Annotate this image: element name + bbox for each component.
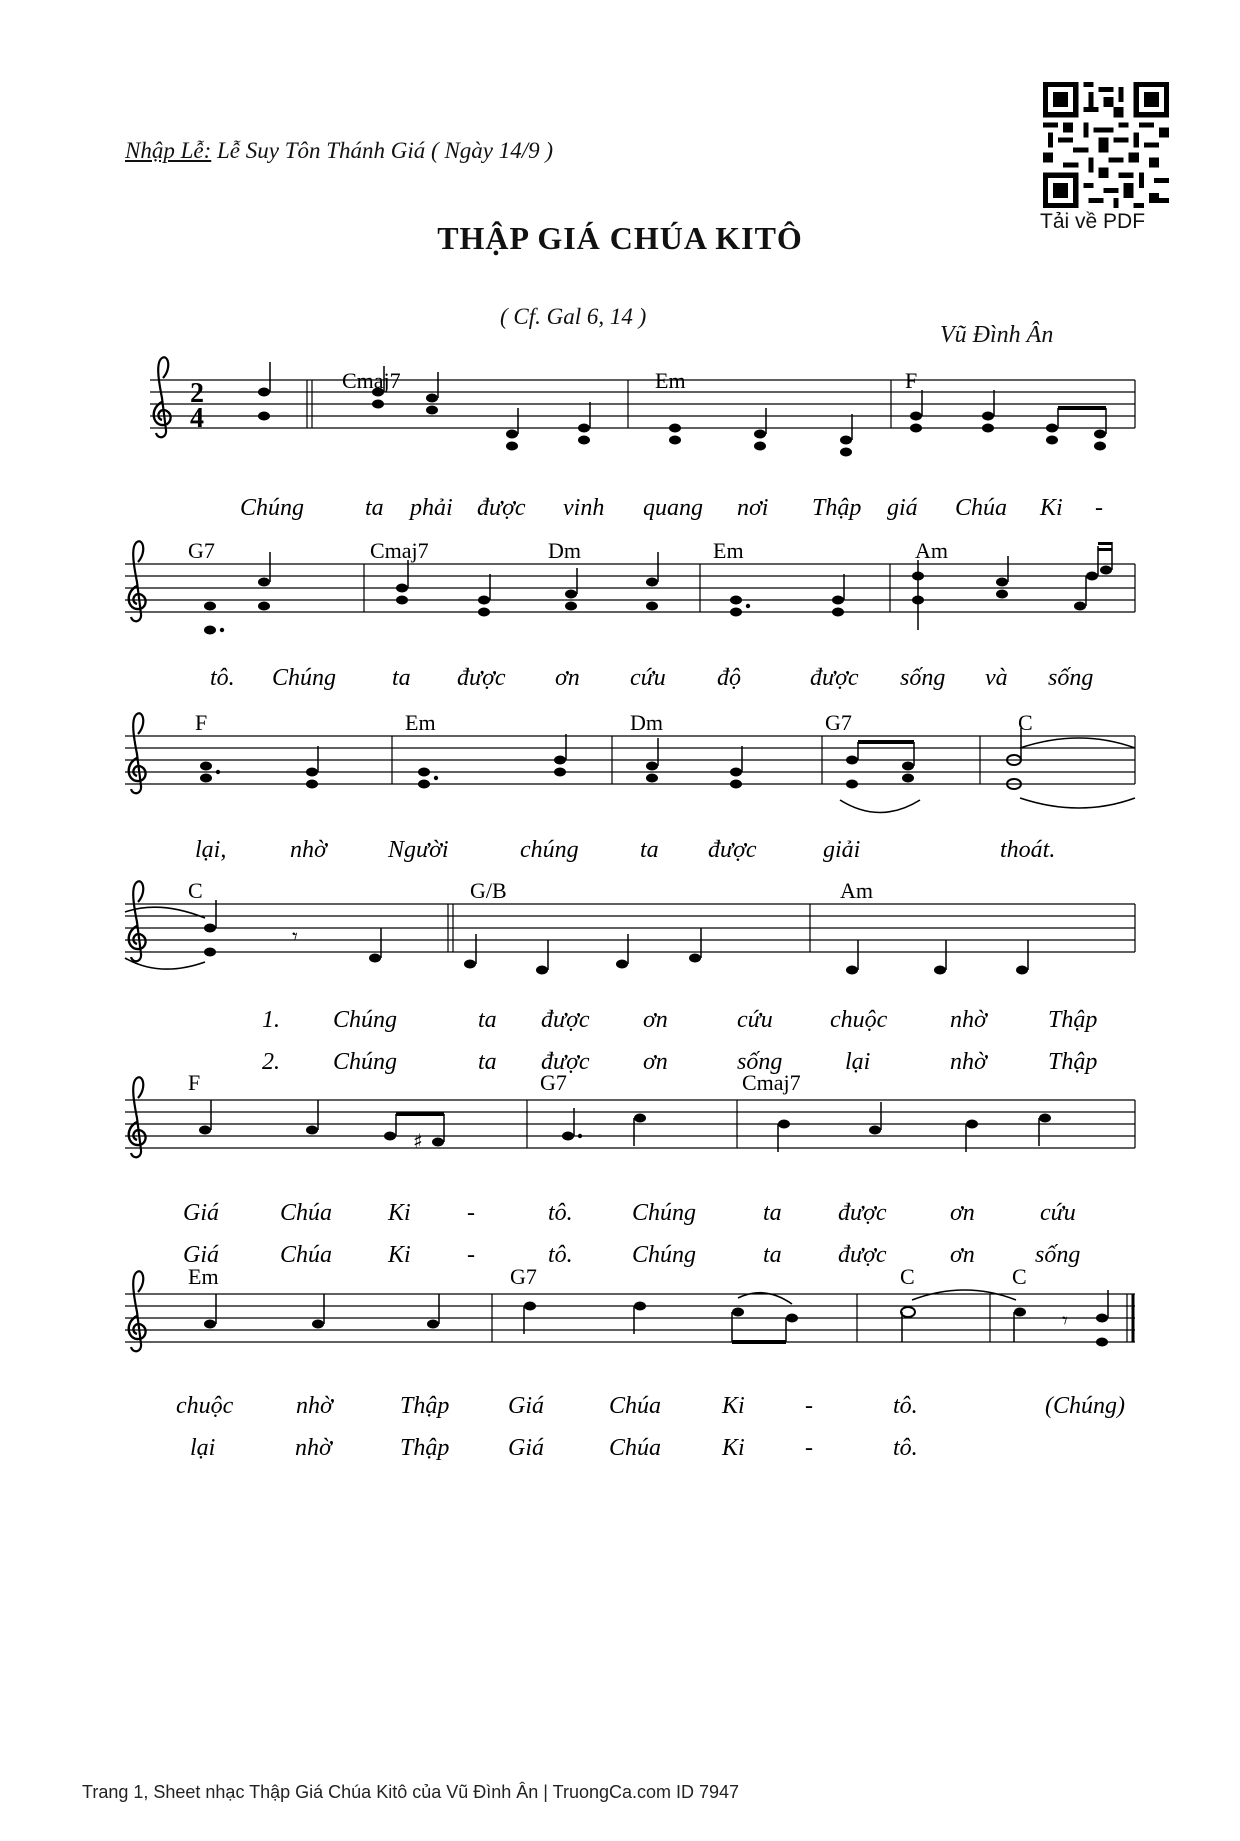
lyric: phải xyxy=(410,495,453,521)
chord: F xyxy=(905,368,918,393)
tie xyxy=(912,1290,1016,1300)
eighth-rest: 𝄾 xyxy=(1062,1309,1068,1334)
system-5 xyxy=(125,1070,1135,1268)
lyrics-verse-2 xyxy=(262,1049,1097,1075)
chord: G7 xyxy=(510,1264,537,1289)
chord: F xyxy=(195,710,208,735)
lyric: ơn xyxy=(643,1007,668,1033)
lyric: được xyxy=(838,1200,887,1226)
lyric: nhờ xyxy=(950,1007,987,1033)
lyric: ơn xyxy=(643,1049,668,1075)
song-title: THẬP GIÁ CHÚA KITÔ xyxy=(437,220,803,256)
chord: Cmaj7 xyxy=(742,1070,801,1095)
lyric: Thập xyxy=(400,1435,450,1461)
lyric: Chúng xyxy=(240,495,305,521)
chord: Dm xyxy=(548,538,581,563)
chord: C xyxy=(1018,710,1033,735)
lyrics-verse-2 xyxy=(190,1435,918,1461)
lyric: quang xyxy=(643,495,703,521)
staff-lines xyxy=(125,736,1135,784)
intro-label: Nhập Lễ: xyxy=(125,138,212,163)
treble-clef xyxy=(129,1077,146,1157)
lyric: tô. xyxy=(893,1435,918,1461)
lyric: - xyxy=(1095,495,1103,521)
chord: Em xyxy=(713,538,744,563)
system-1 xyxy=(150,357,1135,521)
time-signature-bottom: 4 xyxy=(190,403,204,434)
lyric: tô. xyxy=(548,1200,573,1226)
lyric: Thập xyxy=(1048,1007,1098,1033)
chord: G/B xyxy=(470,878,507,903)
tie xyxy=(1020,798,1135,808)
lyric: độ xyxy=(717,665,741,691)
lyrics-verse-1 xyxy=(262,1007,1097,1033)
lyric: Chúng xyxy=(272,665,337,691)
lyric: (Chúng) xyxy=(1045,1393,1125,1419)
lyric: ta xyxy=(763,1200,782,1226)
time-signature-top: 2 xyxy=(190,378,204,409)
chord: C xyxy=(900,1264,915,1289)
chord: G7 xyxy=(540,1070,567,1095)
lyrics-verse xyxy=(195,837,1055,863)
tie xyxy=(125,958,205,969)
chord: C xyxy=(1012,1264,1027,1289)
composer-name: Vũ Đình Ân xyxy=(940,322,1054,348)
lyric: sống xyxy=(900,665,946,691)
system-2 xyxy=(125,538,1135,691)
lyric: lại xyxy=(845,1049,871,1075)
chord-symbols xyxy=(188,538,948,563)
lyric: Ki xyxy=(722,1393,745,1419)
chord: Dm xyxy=(630,710,663,735)
system-4 xyxy=(125,878,1135,1075)
scripture-reference: ( Cf. Gal 6, 14 ) xyxy=(500,304,647,329)
lyric: Chúa xyxy=(609,1435,662,1461)
lyric: cứu xyxy=(1040,1200,1076,1226)
chord: Em xyxy=(655,368,686,393)
lyrics-verse-2 xyxy=(183,1242,1080,1268)
lyric: sống xyxy=(1035,1242,1081,1268)
system-6 xyxy=(125,1264,1135,1461)
lyric: chuộc xyxy=(830,1007,888,1033)
lyric: Chúa xyxy=(280,1200,333,1226)
lyric: Ki xyxy=(722,1435,745,1461)
lyrics-verse-1 xyxy=(176,1393,1125,1419)
lyric: Chúa xyxy=(280,1242,333,1268)
chord: Am xyxy=(915,538,948,563)
lyric: Chúng xyxy=(333,1049,398,1075)
lyric: ơn xyxy=(950,1200,975,1226)
intro-text: Lễ Suy Tôn Thánh Giá ( Ngày 14/9 ) xyxy=(217,138,554,163)
lyric: được xyxy=(541,1007,590,1033)
lyric: và xyxy=(985,665,1008,691)
lyric: chuộc xyxy=(176,1393,234,1419)
download-pdf-link[interactable]: Tải về PDF xyxy=(1040,210,1146,233)
lyric: Thập xyxy=(812,495,862,521)
lyric: được xyxy=(708,837,757,863)
lyric: nhờ xyxy=(296,1393,333,1419)
lyric: Người xyxy=(388,837,449,863)
lyric: ơn xyxy=(555,665,580,691)
lyric: được xyxy=(457,665,506,691)
staff-lines xyxy=(125,1100,1135,1148)
lyric: được xyxy=(541,1049,590,1075)
chord: C xyxy=(188,878,203,903)
lyric: ta xyxy=(640,837,659,863)
lyric: - xyxy=(805,1435,813,1461)
staff-lines xyxy=(125,564,1135,612)
treble-clef xyxy=(129,881,146,961)
lyric: Chúng xyxy=(632,1242,697,1268)
lyric: tô. xyxy=(548,1242,573,1268)
lyric: ơn xyxy=(950,1242,975,1268)
lyric: 1. xyxy=(262,1007,280,1033)
lyric: Giá xyxy=(183,1200,219,1226)
lyric: lại, xyxy=(195,837,227,863)
lyrics-verse xyxy=(210,665,1093,691)
lyric: tô. xyxy=(210,665,235,691)
notes xyxy=(199,1100,1051,1153)
lyric: - xyxy=(467,1200,475,1226)
lyric: ta xyxy=(478,1007,497,1033)
lyric: cứu xyxy=(630,665,666,691)
lyric: ta xyxy=(478,1049,497,1075)
lyric: Ki xyxy=(388,1242,411,1268)
lyric: Chúa xyxy=(955,495,1008,521)
chord: F xyxy=(188,1070,201,1095)
lyric: giải xyxy=(823,837,861,863)
lyric: Chúa xyxy=(609,1393,662,1419)
lyric: nhờ xyxy=(295,1435,332,1461)
lyric: Chúng xyxy=(333,1007,398,1033)
notes xyxy=(204,900,1028,975)
lyric: 2. xyxy=(262,1049,280,1075)
lyric: Ki xyxy=(388,1200,411,1226)
lyric: thoát. xyxy=(1000,837,1056,863)
lyric: được xyxy=(477,495,526,521)
lyric: vinh xyxy=(563,495,605,521)
lyric: ta xyxy=(365,495,384,521)
treble-clef xyxy=(154,357,171,437)
lyrics-verse-1 xyxy=(183,1200,1076,1226)
tie xyxy=(1020,738,1135,748)
lyric: giá xyxy=(887,495,918,521)
lyric: - xyxy=(805,1393,813,1419)
lyric: Ki xyxy=(1040,495,1063,521)
lyric: cứu xyxy=(737,1007,773,1033)
treble-clef xyxy=(129,1271,146,1351)
lyric: nơi xyxy=(737,495,769,521)
lyrics-verse xyxy=(240,495,1103,521)
lyric: Chúng xyxy=(632,1200,697,1226)
chord: G7 xyxy=(825,710,852,735)
sharp-sign: ♯ xyxy=(413,1129,423,1153)
lyric: ta xyxy=(392,665,411,691)
staff-lines xyxy=(150,380,1135,428)
chord: Am xyxy=(840,878,873,903)
staff-lines xyxy=(125,1294,1135,1342)
lyric: được xyxy=(810,665,859,691)
lyric: lại xyxy=(190,1435,216,1461)
chord: G7 xyxy=(188,538,215,563)
treble-clef xyxy=(129,713,146,793)
lyric: ta xyxy=(763,1242,782,1268)
lyric: Thập xyxy=(1048,1049,1098,1075)
chord: Cmaj7 xyxy=(342,368,401,393)
lyric: được xyxy=(838,1242,887,1268)
lyric: chúng xyxy=(520,837,579,863)
lyric: Thập xyxy=(400,1393,450,1419)
lyric: Giá xyxy=(183,1242,219,1268)
chord: Em xyxy=(405,710,436,735)
slur xyxy=(840,800,920,813)
lyric: tô. xyxy=(893,1393,918,1419)
notes xyxy=(200,728,1021,789)
page-footer: Trang 1, Sheet nhạc Thập Giá Chúa Kitô của Vũ Đình Ân | TruongCa.com ID 7947 xyxy=(82,1782,740,1802)
chord-symbols xyxy=(195,710,1033,735)
lyric: - xyxy=(467,1242,475,1268)
lyric: Giá xyxy=(508,1435,544,1461)
staff-lines xyxy=(125,904,1135,952)
chord: Em xyxy=(188,1264,219,1289)
treble-clef xyxy=(129,541,146,621)
lyric: Giá xyxy=(508,1393,544,1419)
eighth-rest: 𝄾 xyxy=(292,925,298,950)
chord-symbols xyxy=(188,878,873,903)
chord: Cmaj7 xyxy=(370,538,429,563)
lyric: sống xyxy=(1048,665,1094,691)
system-3 xyxy=(125,710,1135,863)
lyric: nhờ xyxy=(950,1049,987,1075)
lyric: sống xyxy=(737,1049,783,1075)
lyric: nhờ xyxy=(290,837,327,863)
